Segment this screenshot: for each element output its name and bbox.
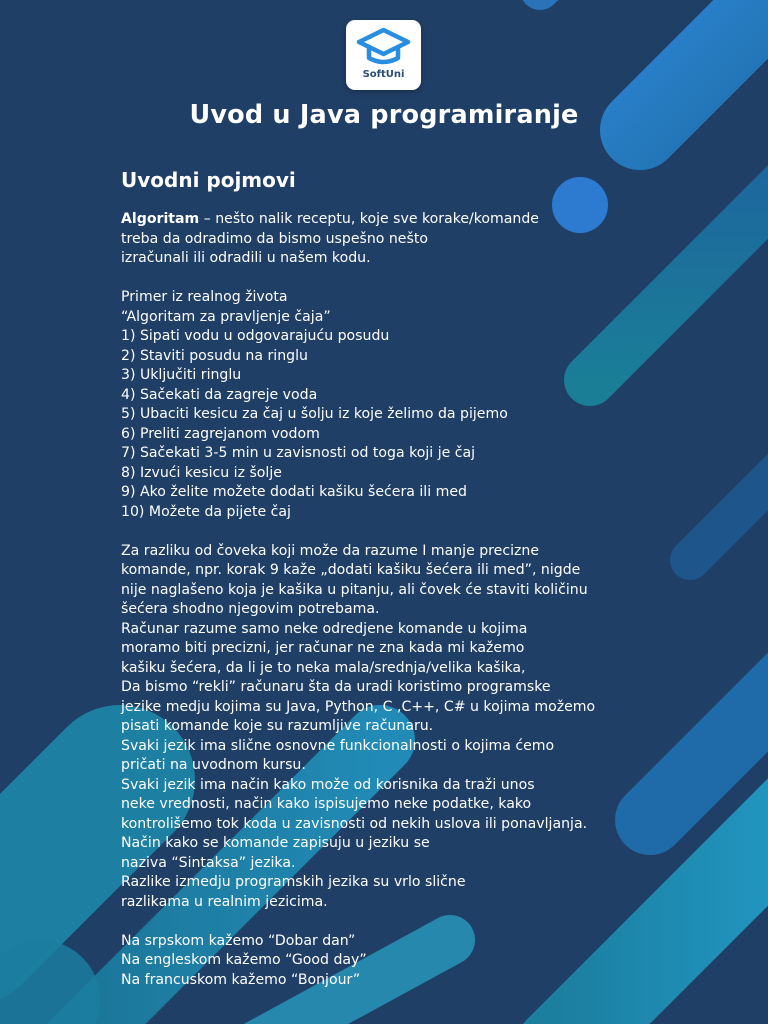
line-text: – nešto nalik receptu, koje sve korake/komande (199, 211, 539, 227)
text-line: Način kako se komande zapisuju u jeziku se (121, 835, 430, 851)
text-line: Primer iz realnog života (121, 289, 288, 305)
text-line: kontrolišemo tok koda u zavisnosti od nekih uslova ili ponavljanja. (121, 815, 588, 832)
text-line: 4) Sačekati da zagreje voda (121, 386, 318, 403)
text-line: 5) Ubaciti kesicu za čaj u šolju iz koje želimo da pijemo (121, 406, 508, 422)
text-line (121, 522, 595, 542)
text-line: 3) Uključiti ringlu (121, 367, 242, 383)
softuni-logo[interactable] (346, 20, 421, 90)
text-line: Na engleskom kažemo “Good day” (121, 952, 367, 968)
page-title: Uvod u Java programiranje (189, 100, 579, 130)
logo-text: SoftUni (362, 69, 405, 80)
text-line: 7) Sačekati 3-5 min u zavisnosti od toga koji je čaj (121, 445, 476, 461)
text-line: treba da odradimo da bismo uspešno nešto (121, 230, 428, 247)
text-line: 9) Ako želite možete dodati kašiku šećera ili med (121, 484, 467, 500)
text-line: 1) Sipati vodu u odgovarajuću posudu (121, 328, 390, 344)
text-line: 10) Možete da pijete čaj (121, 503, 291, 520)
text-line: izračunali ili odradili u našem kodu. (121, 250, 371, 266)
text-line (121, 912, 595, 932)
text-line: kašiku šećera, da li je to neka mala/srednja/velika kašika, (121, 659, 526, 676)
text-line: razlikama u realnim jezicima. (121, 893, 328, 910)
graduation-cap-icon (356, 26, 411, 68)
body-text (121, 210, 595, 990)
text-line: Svaki jezik ima način kako može od korisnika da traži unos (121, 776, 535, 793)
text-line: šećera shodno njegovim potrebama. (121, 601, 380, 617)
text-line: Računar razume samo neke odredjene komande u kojima (121, 620, 528, 637)
text-line: 8) Izvući kesicu iz šolje (121, 464, 282, 481)
text-line: Na srpskom kažemo “Dobar dan” (121, 932, 356, 949)
bold-term: Algoritam (121, 211, 200, 227)
text-line: komande, npr. korak 9 kaže „dodati kašiku šećera ili med”, nigde (121, 562, 581, 578)
text-line: Za razliku od čoveka koji može da razume I manje precizne (121, 542, 540, 559)
text-line: “Algoritam za pravljenje čaja” (121, 308, 331, 325)
text-line: Na francuskom kažemo “Bonjour” (121, 971, 361, 988)
text-line: pisati komande koje su razumljive računaru. (121, 718, 434, 734)
text-line: pričati na uvodnom kursu. (121, 757, 306, 773)
text-line: 6) Preliti zagrejanom vodom (121, 425, 320, 442)
text-line (121, 269, 595, 289)
text-line: moramo biti precizni, jer računar ne zna kada mi kažemo (121, 640, 525, 656)
text-line: jezike medju kojima su Java, Python, C ,C++, C# u kojima možemo (121, 698, 596, 715)
text-line: Svaki jezik ima slične osnovne funkcionalnosti o kojima ćemo (121, 737, 555, 754)
text-line: neke vrednosti, način kako ispisujemo neke podatke, kako (121, 796, 532, 812)
text-line: Da bismo “rekli” računaru šta da uradi koristimo programske (121, 679, 551, 695)
text-line: nije naglašeno koja je kašika u pitanju, ali čovek će staviti količinu (121, 581, 588, 598)
text-line: naziva “Sintaksa” jezika. (121, 854, 296, 871)
text-line: 2) Staviti posudu na ringlu (121, 347, 308, 364)
text-line: Razlike izmedju programskih jezika su vrlo slične (121, 874, 466, 890)
section-title: Uvodni pojmovi (121, 168, 296, 192)
text-line (121, 210, 595, 230)
